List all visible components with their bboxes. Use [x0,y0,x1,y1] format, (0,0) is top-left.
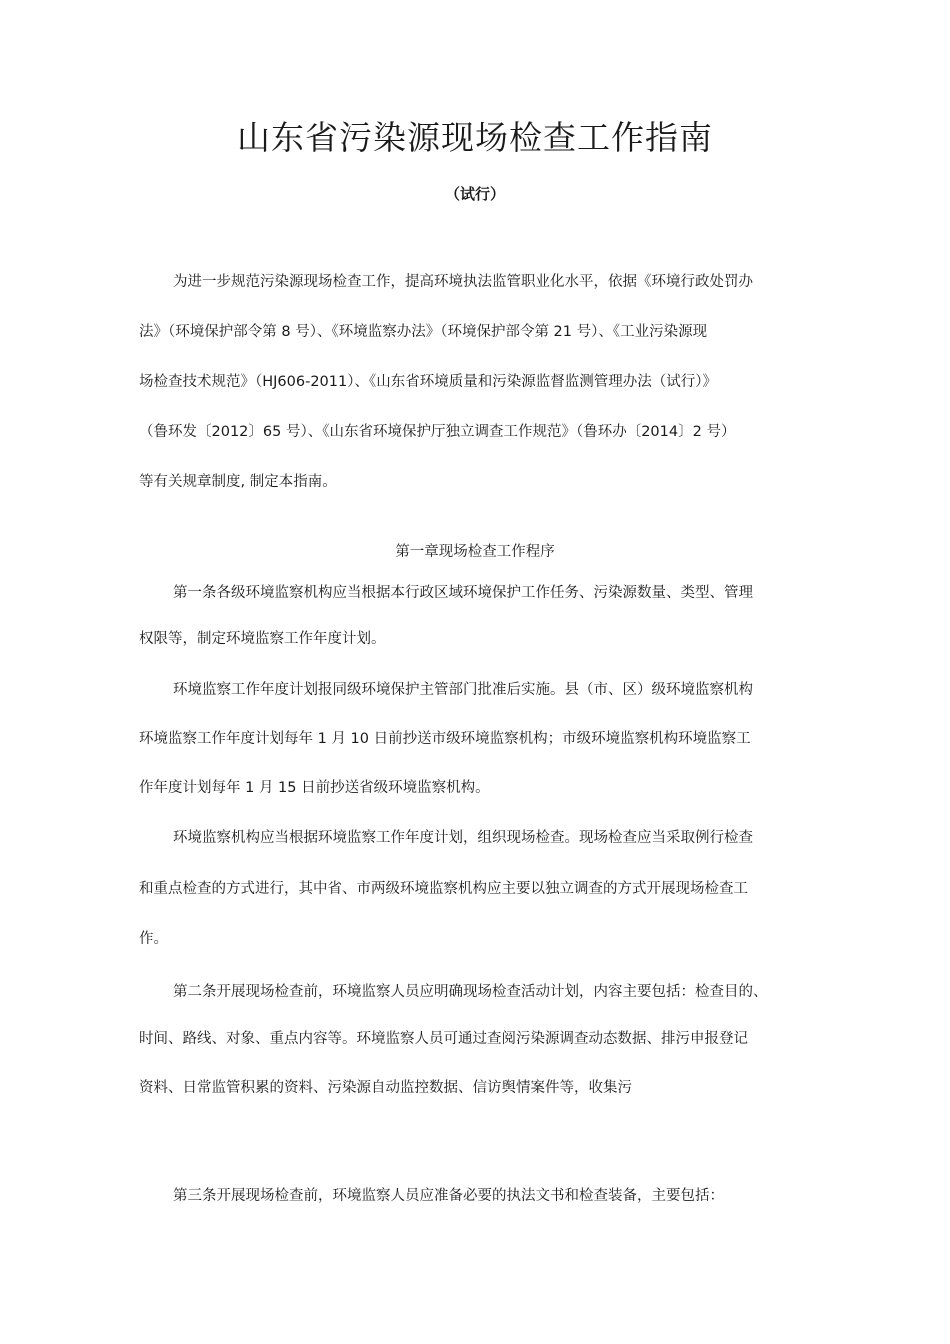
para2-line: 环境监察工作年度计划每年 1 月 10 日前抄送市级环境监察机构；市级环境监察机构环境监察工 [139,731,751,747]
article2-line: 资料、日常监管积累的资料、污染源自动监控数据、信访舆情案件等，收集污 [139,1080,632,1096]
para2-line: 作年度计划每年 1 月 15 日前抄送省级环境监察机构。 [139,780,490,796]
document-subtitle: （试行） [444,185,505,203]
para2-line: 环境监察工作年度计划报同级环境保护主管部门批准后实施。县（市、区）级环境监察机构 [173,682,753,698]
para3-line: 和重点检查的方式进行，其中省、市两级环境监察机构应主要以独立调查的方式开展现场检查工 [139,881,748,897]
intro-line: 等有关规章制度, 制定本指南。 [139,474,337,490]
document-title: 山东省污染源现场检查工作指南 [237,118,713,157]
article1-line: 权限等，制定环境监察工作年度计划。 [139,631,386,647]
article3-line: 第三条开展现场检查前，环境监察人员应准备必要的执法文书和检查装备，主要包括： [173,1188,724,1204]
article2-line: 第二条开展现场检查前，环境监察人员应明确现场检查活动计划，内容主要包括：检查目的、 [173,984,768,1000]
article1-line: 第一条各级环境监察机构应当根据本行政区域环境保护工作任务、污染源数量、类型、管理 [173,585,753,601]
intro-line: （鲁环发〔2012〕65 号）、《山东省环境保护厅独立调查工作规范》（鲁环办〔2014〕2 号） [139,424,736,440]
intro-line: 为进一步规范污染源现场检查工作，提高环境执法监管职业化水平，依据《环境行政处罚办 [173,274,753,290]
para3-line: 环境监察机构应当根据环境监察工作年度计划，组织现场检查。现场检查应当采取例行检查 [173,830,753,846]
para3-line: 作。 [139,931,168,947]
chapter-heading: 第一章现场检查工作程序 [395,544,555,560]
article2-line: 时间、路线、对象、重点内容等。环境监察人员可通过查阅污染源调查动态数据、排污申报登记 [139,1031,748,1047]
intro-line: 场检查技术规范》（HJ606-2011）、《山东省环境质量和污染源监督监测管理办法（试行）》 [139,374,717,390]
intro-line: 法》（环境保护部令第 8 号）、《环境监察办法》（环境保护部令第 21 号）、《工业污染源现 [139,324,708,340]
